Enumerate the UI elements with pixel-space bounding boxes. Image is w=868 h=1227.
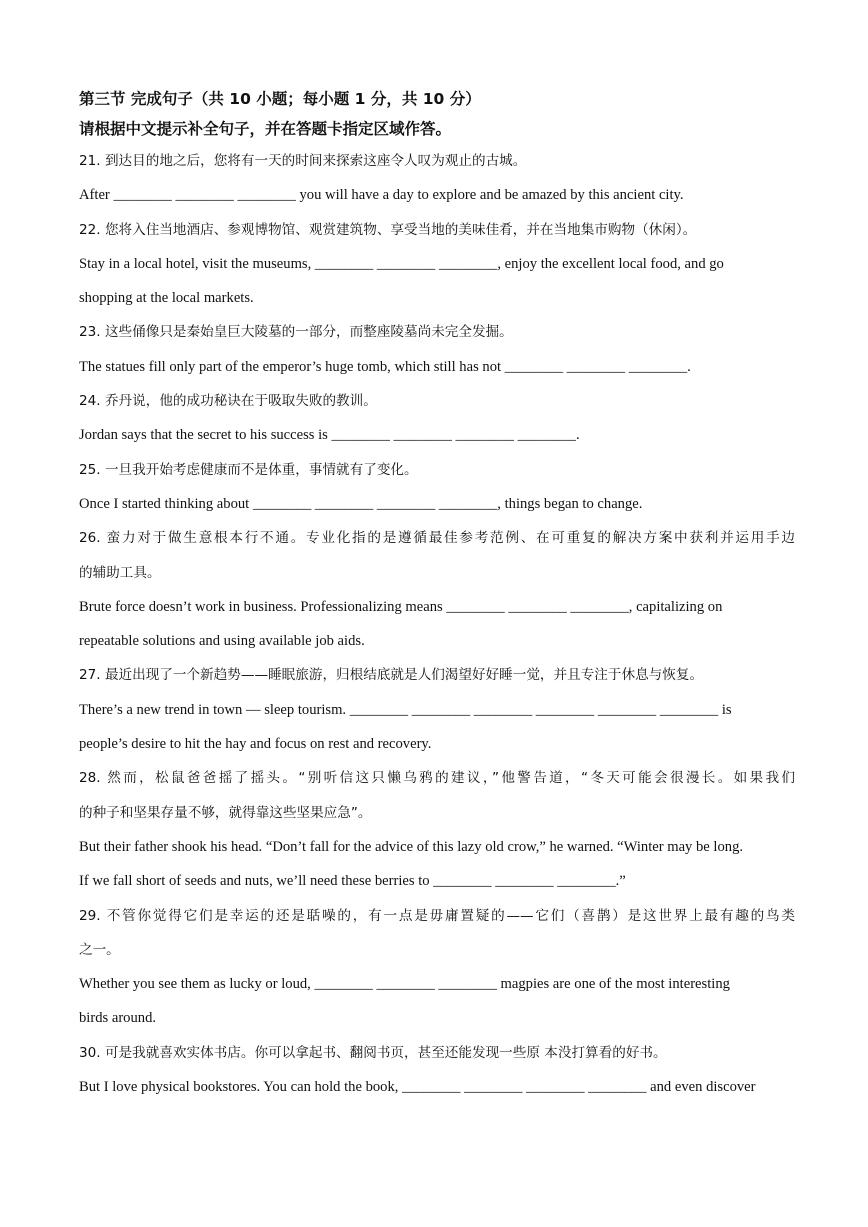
- question-27: [79, 658, 795, 761]
- question-21: [79, 144, 795, 213]
- chinese-prompt: 24. 乔丹说，他的成功秘诀在于吸取失败的教训。: [79, 393, 377, 410]
- question-26: [79, 521, 795, 658]
- chinese-prompt: 26. 蛮力对于做生意根本行不通。专业化指的是遵循最佳参考范例、在可重复的解决方案中获利并运用手边: [79, 530, 795, 547]
- english-sentence-continued: birds around.: [79, 1010, 157, 1027]
- question-29: [79, 899, 795, 1036]
- question-22: [79, 213, 795, 316]
- chinese-prompt-continued: 的种子和坚果存量不够，就得靠这些坚果应急”。: [79, 804, 372, 821]
- exam-page: [79, 84, 795, 1104]
- section-instruction: 请根据中文提示补全句子，并在答题卡指定区域作答。: [79, 120, 452, 138]
- english-sentence: Whether you see them as lucky or loud, ________ ________ ________ magpies are one of the most interesting: [79, 976, 730, 993]
- chinese-prompt: 27. 最近出现了一个新趋势——睡眠旅游，归根结底就是人们渴望好好睡一觉，并且专注于休息与恢复。: [79, 667, 704, 684]
- english-sentence: Once I started thinking about ________ ________ ________ ________, things began to change.: [79, 495, 643, 512]
- english-sentence: The statues fill only part of the emperor’s huge tomb, which still has not ________ ________ ________.: [79, 358, 691, 375]
- english-sentence-continued: shopping at the local markets.: [79, 290, 254, 307]
- chinese-prompt: 25. 一旦我开始考虑健康而不是体重，事情就有了变化。: [79, 461, 418, 478]
- chinese-prompt: 28. 然而，松鼠爸爸摇了摇头。“别听信这只懒乌鸦的建议，”他警告道，“冬天可能会很漫长。如果我们: [79, 770, 795, 787]
- chinese-prompt: 23. 这些俑像只是秦始皇巨大陵墓的一部分，而整座陵墓尚未完全发掘。: [79, 324, 513, 341]
- section-title: 第三节 完成句子（共 10 小题；每小题 1 分，共 10 分）: [79, 90, 481, 108]
- english-sentence: But I love physical bookstores. You can hold the book, ________ ________ ________ ________ and even discover: [79, 1079, 756, 1096]
- english-sentence: Stay in a local hotel, visit the museums, ________ ________ ________, enjoy the excellent local food, and go: [79, 255, 724, 272]
- question-28: [79, 761, 795, 898]
- english-sentence: After ________ ________ ________ you will have a day to explore and be amazed by this ancient city.: [79, 187, 684, 204]
- english-sentence-continued: people’s desire to hit the hay and focus on rest and recovery.: [79, 736, 432, 753]
- english-sentence: Jordan says that the secret to his success is ________ ________ ________ ________.: [79, 427, 580, 444]
- english-sentence: There’s a new trend in town — sleep tourism. ________ ________ ________ ________ ________ ________ is: [79, 701, 732, 718]
- question-25: [79, 453, 795, 522]
- chinese-prompt: 22. 您将入住当地酒店、参观博物馆、观赏建筑物、享受当地的美味佳肴，并在当地集市购物（休闲）。: [79, 221, 697, 238]
- english-sentence-continued: repeatable solutions and using available job aids.: [79, 633, 365, 650]
- chinese-prompt-continued: 的辅助工具。: [79, 564, 161, 581]
- english-sentence-continued: If we fall short of seeds and nuts, we’ll need these berries to ________ ________ ________.”: [79, 873, 626, 890]
- chinese-prompt: 30. 可是我就喜欢实体书店。你可以拿起书、翻阅书页，甚至还能发现一些原 本没打算看的好书。: [79, 1044, 667, 1061]
- english-sentence: But their father shook his head. “Don’t fall for the advice of this lazy old crow,” he warned. “Winter may be long.: [79, 838, 744, 855]
- chinese-prompt: 29. 不管你觉得它们是幸运的还是聒噪的，有一点是毋庸置疑的——它们（喜鹊）是这世界上最有趣的鸟类: [79, 907, 795, 924]
- english-sentence: Brute force doesn’t work in business. Professionalizing means ________ ________ ________, capitalizing on: [79, 598, 723, 615]
- question-24: [79, 384, 795, 453]
- chinese-prompt: 21. 到达目的地之后，您将有一天的时间来探索这座令人叹为观止的古城。: [79, 153, 527, 169]
- question-30: [79, 1036, 795, 1105]
- chinese-prompt-continued: 之一。: [79, 941, 120, 958]
- question-23: [79, 315, 795, 384]
